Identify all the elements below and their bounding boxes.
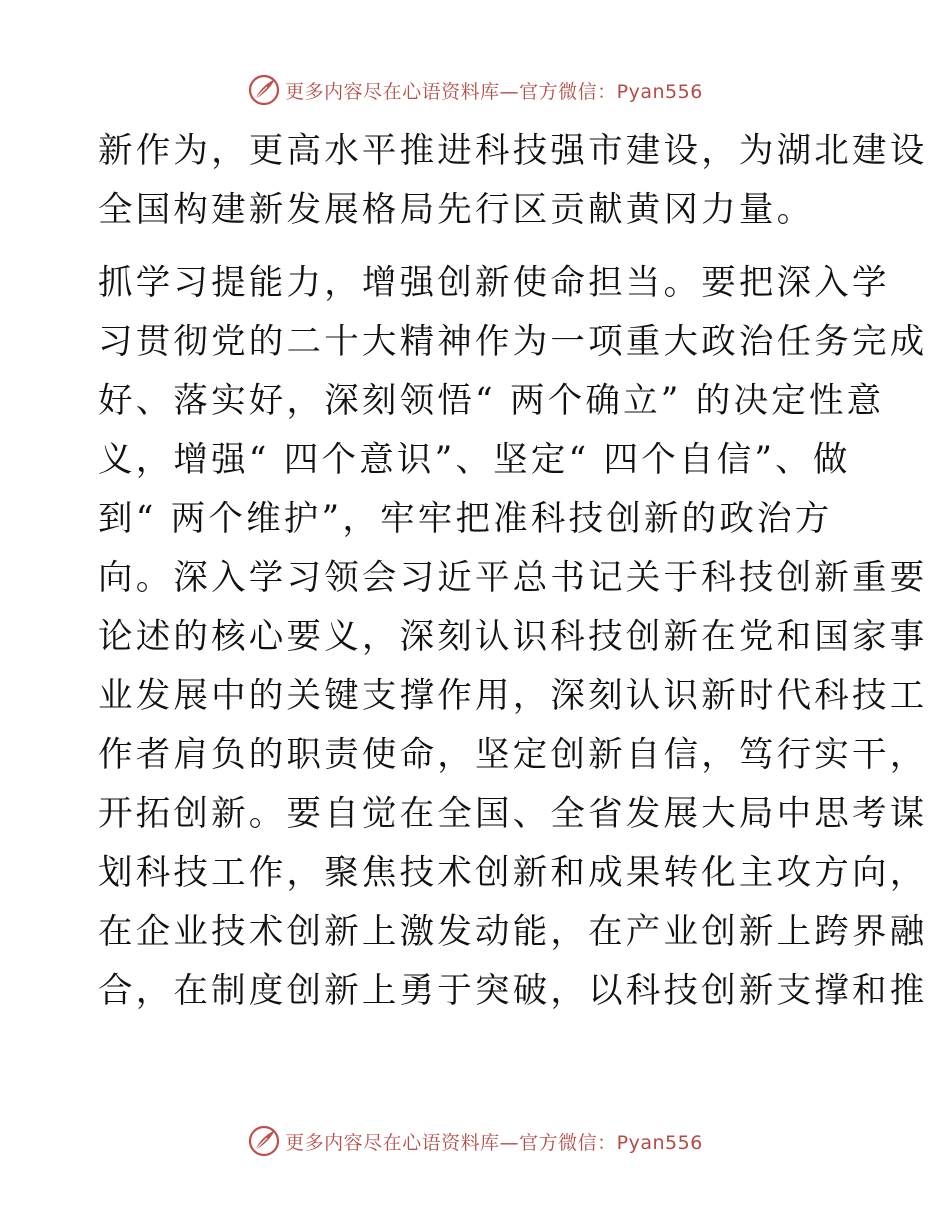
paragraph: [98, 122, 928, 240]
text-line: 向。深入学习领会习近平总书记关于科技创新重要: [98, 558, 928, 598]
paragraph-gap: [98, 240, 858, 254]
feather-pen-logo-icon: [247, 73, 281, 107]
text-line: 合，在制度创新上勇于突破，以科技创新支撑和推: [98, 971, 928, 1011]
bottom-watermark-text: 更多内容尽在心语资料库—官方微信：Pyan556: [285, 1131, 703, 1154]
text-line: 划科技工作，聚焦技术创新和成果转化主攻方向，: [98, 853, 928, 893]
text-line: 开拓创新。要自觉在全国、全省发展大局中思考谋: [98, 794, 928, 834]
text-line: 习贯彻党的二十大精神作为一项重大政治任务完成: [98, 322, 928, 362]
text-line: 好、落实好，深刻领悟“ 两个确立” 的决定性意: [98, 381, 885, 421]
text-line: 抓学习提能力，增强创新使命担当。要把深入学: [98, 263, 890, 303]
text-line: 作者肩负的职责使命，坚定创新自信，笃行实干，: [98, 735, 928, 775]
text-line: 业发展中的关键支撑作用，深刻认识新时代科技工: [98, 676, 928, 716]
paragraph: [98, 254, 928, 1021]
text-line: 全国构建新发展格局先行区贡献黄冈力量。: [98, 190, 815, 230]
text-line: 到“ 两个维护”，牢牢把准科技创新的政治方: [98, 499, 833, 539]
text-line: 义，增强“ 四个意识”、坚定“ 四个自信”、做: [98, 440, 851, 480]
text-line: 在企业技术创新上激发动能，在产业创新上跨界融: [98, 912, 928, 952]
feather-pen-logo-icon: [247, 1124, 281, 1158]
bottom-watermark-banner: [0, 1121, 950, 1161]
top-watermark-banner: [0, 70, 950, 110]
top-watermark-text: 更多内容尽在心语资料库—官方微信：Pyan556: [285, 80, 703, 103]
text-line: 论述的核心要义，深刻认识科技创新在党和国家事: [98, 617, 928, 657]
text-line: 新作为，更高水平推进科技强市建设，为湖北建设: [98, 131, 928, 171]
document-body: [98, 122, 928, 1021]
